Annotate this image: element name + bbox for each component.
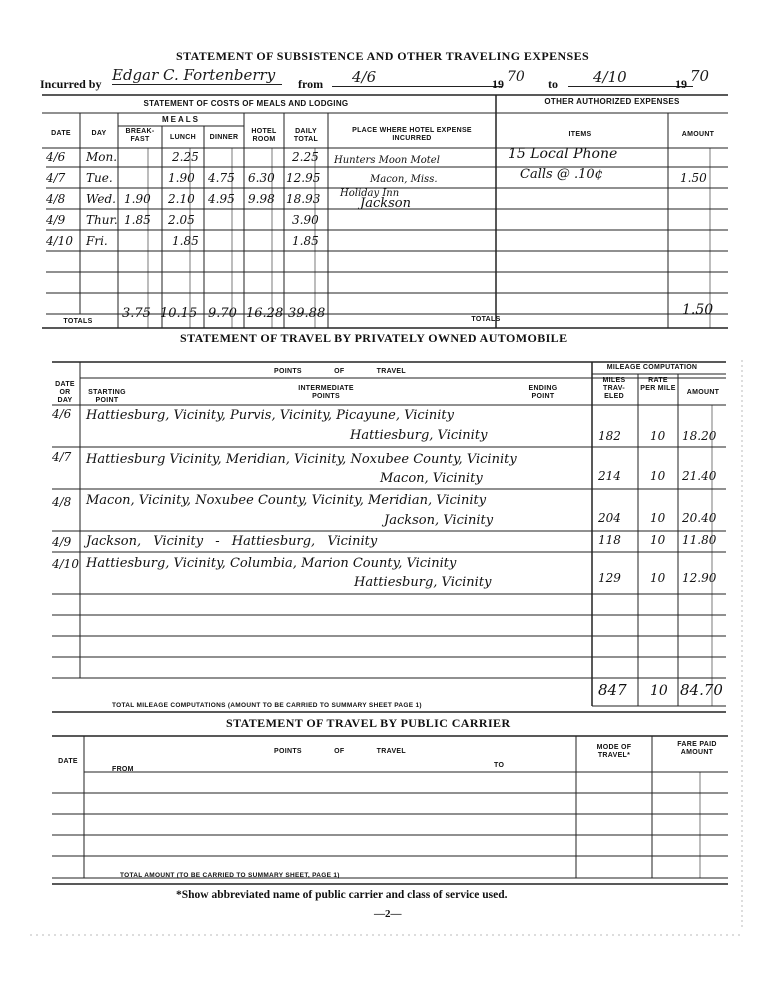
ending-point-label: ENDING POINT <box>528 385 558 400</box>
meal-lunch: 2.10 <box>168 192 195 206</box>
meals-section-title: STATEMENT OF COSTS OF MEALS AND LODGING <box>143 99 349 108</box>
starting-point-label: STARTING POINT <box>88 389 126 404</box>
auto-date: 4/9 <box>52 535 72 549</box>
meal-lunch: 2.05 <box>168 213 195 227</box>
auto-total-amount: 84.70 <box>680 681 723 699</box>
auto-miles: 118 <box>598 533 621 547</box>
total-daily: 39.88 <box>288 306 326 321</box>
auto-date-label: DATE OR DAY <box>55 381 75 404</box>
meal-breakfast: 1.85 <box>124 213 151 227</box>
meal-total: 3.90 <box>292 213 319 227</box>
from-date: 4/6 <box>332 68 502 87</box>
public-to-label: TO <box>494 762 505 769</box>
auto-miles: 182 <box>598 429 621 443</box>
other-total: 1.50 <box>682 302 714 318</box>
total-dinner: 9.70 <box>208 306 237 321</box>
meal-lunch: 1.85 <box>172 234 199 248</box>
meal-total: 18.93 <box>286 192 321 206</box>
intermediate-points-label: INTERMEDIATE POINTS <box>298 385 354 400</box>
auto-route-line1: Hattiesburg, Vicinity, Purvis, Vicinity, Picayune, Vicinity <box>86 408 454 423</box>
year2: 70 <box>690 67 710 85</box>
meals-label: MEALS <box>162 115 200 124</box>
meal-lunch: 1.90 <box>168 171 195 185</box>
form-title: STATEMENT OF SUBSISTENCE AND OTHER TRAVELING EXPENSES <box>176 49 590 63</box>
fare-paid-label: FARE PAID AMOUNT <box>677 741 717 756</box>
meal-day: Mon. <box>86 150 118 164</box>
meal-place: Macon, Miss. <box>370 174 438 185</box>
auto-route-line1: Jackson, Vicinity - Hattiesburg, Vicinity <box>86 534 378 549</box>
year1-prefix: 19 <box>492 77 504 91</box>
auto-date: 4/7 <box>52 450 72 464</box>
to-date: 4/10 <box>568 68 693 87</box>
col-breakfast: BREAK- FAST <box>125 128 155 143</box>
auto-points-label: POINTS OF TRAVEL <box>274 368 406 375</box>
auto-route-line2: Jackson, Vicinity <box>384 513 494 528</box>
col-place: PLACE WHERE HOTEL EXPENSE INCURRED <box>352 127 472 142</box>
public-section-title: STATEMENT OF TRAVEL BY PUBLIC CARRIER <box>226 716 511 730</box>
auto-amount: 18.20 <box>682 429 717 443</box>
auto-rate: 10 <box>650 429 666 443</box>
other-section-title: OTHER AUTHORIZED EXPENSES <box>544 97 680 106</box>
meal-dinner: 4.95 <box>208 192 235 206</box>
meal-hotel: 9.98 <box>248 192 275 206</box>
auto-total-rate: 10 <box>650 683 668 699</box>
col-amount: AMOUNT <box>681 131 715 138</box>
incurred-by-label: Incurred by <box>40 77 102 91</box>
col-date: DATE <box>51 130 71 137</box>
meal-day: Wed. <box>86 192 116 206</box>
meal-total: 1.85 <box>292 234 319 248</box>
col-hotel: HOTEL ROOM <box>251 128 277 143</box>
auto-miles: 214 <box>598 469 621 483</box>
meal-date: 4/10 <box>46 234 73 248</box>
meal-date: 4/7 <box>46 171 66 185</box>
page-number: —2— <box>374 908 402 920</box>
auto-amount: 21.40 <box>682 469 717 483</box>
public-points-label: POINTS OF TRAVEL <box>274 748 406 755</box>
meal-total: 12.95 <box>286 171 321 185</box>
incurred-by-value: Edgar C. Fortenberry <box>112 66 282 85</box>
auto-date: 4/8 <box>52 495 72 509</box>
meals-totals-label: TOTALS <box>63 318 93 325</box>
auto-route-line1: Hattiesburg, Vicinity, Columbia, Marion County, Vicinity <box>86 556 457 571</box>
total-hotel: 16.28 <box>246 306 284 321</box>
meal-total: 2.25 <box>292 150 319 164</box>
auto-total-label: TOTAL MILEAGE COMPUTATIONS (AMOUNT TO BE CARRIED TO SUMMARY SHEET PAGE 1) <box>112 702 422 709</box>
auto-rate: 10 <box>650 533 666 547</box>
from-label: from <box>298 77 324 91</box>
auto-route-line2: Hattiesburg, Vicinity <box>350 428 488 443</box>
public-total-label: TOTAL AMOUNT (TO BE CARRIED TO SUMMARY SHEET, PAGE 1) <box>120 872 340 879</box>
auto-total-miles: 847 <box>598 681 627 699</box>
auto-route-line1: Hattiesburg Vicinity, Meridian, Vicinity, Noxubee County, Vicinity <box>86 452 517 467</box>
other-amount: 1.50 <box>680 171 707 185</box>
meal-date: 4/6 <box>46 150 66 164</box>
year2-prefix: 19 <box>675 77 687 91</box>
other-totals-label: TOTALS <box>471 316 501 323</box>
footer-note: *Show abbreviated name of public carrier and class of service used. <box>176 889 508 901</box>
meal-lunch: 2.25 <box>172 150 199 164</box>
mode-of-travel-label: MODE OF TRAVEL* <box>596 744 632 759</box>
auto-date: 4/10 <box>52 557 79 571</box>
col-daily-total: DAILY TOTAL <box>293 128 319 143</box>
meal-dinner: 4.75 <box>208 171 235 185</box>
auto-route-line1: Macon, Vicinity, Noxubee County, Vicinity, Meridian, Vicinity <box>86 493 487 508</box>
auto-rate: 10 <box>650 469 666 483</box>
meal-day: Fri. <box>86 234 108 248</box>
rate-label: RATE PER MILE <box>640 377 676 392</box>
meal-breakfast: 1.90 <box>124 192 151 206</box>
total-breakfast: 3.75 <box>122 306 151 321</box>
col-day: DAY <box>91 130 107 137</box>
auto-date: 4/6 <box>52 407 72 421</box>
meal-date: 4/9 <box>46 213 66 227</box>
auto-section-title: STATEMENT OF TRAVEL BY PRIVATELY OWNED AUTOMOBILE <box>180 331 568 345</box>
public-from-label: FROM <box>112 766 134 773</box>
other-item: Calls @ .10¢ <box>520 167 603 182</box>
meal-day: Thur. <box>86 213 118 227</box>
total-lunch: 10.15 <box>160 306 198 321</box>
col-lunch: LUNCH <box>170 134 196 141</box>
meal-day: Tue. <box>86 171 113 185</box>
auto-rate: 10 <box>650 511 666 525</box>
miles-label: MILES TRAV- ELED <box>602 377 626 400</box>
auto-amount-label: AMOUNT <box>686 389 720 396</box>
auto-miles: 204 <box>598 511 621 525</box>
meal-date: 4/8 <box>46 192 66 206</box>
auto-miles: 129 <box>598 571 621 585</box>
col-dinner: DINNER <box>209 134 239 141</box>
year1: 70 <box>507 69 525 85</box>
meal-place: Holiday Inn <box>340 188 400 199</box>
to-label: to <box>548 77 558 91</box>
auto-route-line2: Hattiesburg, Vicinity <box>354 575 492 590</box>
auto-rate: 10 <box>650 571 666 585</box>
auto-amount: 20.40 <box>682 511 717 525</box>
public-date-label: DATE <box>58 758 78 765</box>
auto-route-line2: Macon, Vicinity <box>380 471 483 486</box>
col-items: ITEMS <box>568 131 592 138</box>
meal-place: Jackson <box>360 196 411 211</box>
auto-amount: 12.90 <box>682 571 717 585</box>
meal-place: Hunters Moon Motel <box>334 155 440 166</box>
mileage-label: MILEAGE COMPUTATION <box>606 364 698 371</box>
auto-amount: 11.80 <box>682 533 717 547</box>
meal-hotel: 6.30 <box>248 171 275 185</box>
other-item: 15 Local Phone <box>508 146 618 162</box>
